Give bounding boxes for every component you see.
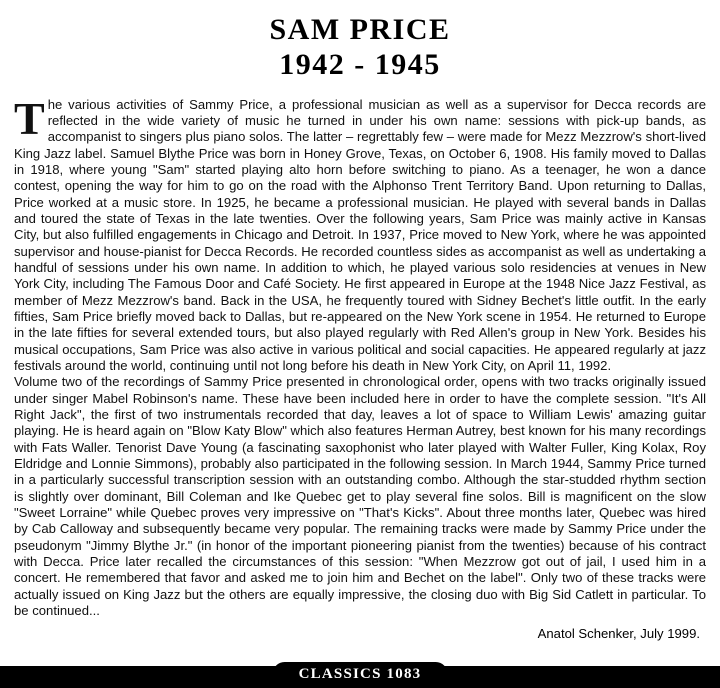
page-title: SAM PRICE bbox=[269, 13, 451, 46]
paragraph-biography-text: he various activities of Sammy Price, a professional musician as well as a supervisor for Decca records are reflected in the wide variety of music he turned in under his own name: sessions with pick-up bands, as accompanist to singers plus piano solos. The latter – regrettably few – were made for Mezz Mezzrow's short-lived King Jazz label. Samuel Blythe Price was born in Honey Grove, Texas, on October 6, 1908. His family moved to Dallas in 1918, where young "Sam" started playing alto horn before switching to piano. As a teenager, he won a dance contest, opening the way for him to go on the road with the Alphonso Trent Territory Band. Upon returning to Dallas, Price worked at a music store. In 1925, he became a professional musician. He played with several bands in Dallas and toured the state of Texas in the late twenties. Over the following years, Sam Price was mainly active in Kansas City, but also fulfilled engagements in Chicago and Detroit. In 1937, Price moved to New York, where he was appointed supervisor and house-pianist for Decca Records. He recorded countless sides as accompanist as well as undertaking a handful of sessions under his own name. In addition to which, he played various solo residencies at venues in New York City, including The Famous Door and Café Society. He first appeared in Europe at the 1948 Nice Jazz Festival, as member of Mezz Mezzrow's band. Back in the USA, he frequently toured with Sidney Bechet's little outfit. In the early fifties, Sam Price briefly moved back to Dallas, but re-appeared on the New York scene in 1954. He returned to Europe in the late fifties for several extended tours, but also played regularly with Red Allen's group in New York. Besides his musical occupations, Sam Price was also active in various political and social capacities. He appeared regularly at jazz festivals around the world, continuing until not long before his death in New York City, on April 11, 1992. bbox=[14, 96, 706, 373]
drop-cap: T bbox=[14, 92, 45, 144]
paragraph-session-notes: Volume two of the recordings of Sammy Price presented in chronological order, opens with two tracks originally issued under singer Mabel Robinson's name. These have been included here in order to have the complete session. "It's All Right Jack", the first of two instrumentals recorded that day, leaves a lot of space to William Lewis' amazing guitar playing. He is heard again on "Blow Katy Blow" which also features Herman Autrey, best known for his many recordings with Fats Waller. Tenorist Dave Young (a fascinating saxophonist who later played with Walter Fuller, King Kolax, Roy Eldridge and Lonnie Simmons), probably also participated in the following session. In March 1944, Sammy Price turned in a particularly successful transcription session with an outstanding combo. Although the star-studded rhythm section is slightly over dominant, Bill Coleman and Ike Quebec get to play several fine solos. Bill is magnificent on the slow "Sweet Lorraine" while Quebec proves very impressive on "That's Kicks". About three months later, Quebec was hired by Cab Calloway and subsequently became very popular. The remaining tracks were made by Sammy Price under the pseudonym "Jimmy Blythe Jr." (in honor of the important pioneering pianist from the twenties) because of his contract with Decca. Price later recalled the circumstances of this session: "When Mezzrow got out of jail, I used him in a concert. He remembered that favor and asked me to join him and Bechet on the label". Only two of these tracks were actually issued on King Jazz but the others are equally impressive, the closing duo with Big Sid Catlett in particular. To be continued... bbox=[14, 374, 706, 619]
liner-notes-body bbox=[14, 92, 706, 620]
paragraph-biography bbox=[14, 92, 706, 375]
catalog-number-badge: CLASSICS 1083 bbox=[273, 662, 448, 688]
footer bbox=[0, 660, 720, 688]
page-subtitle-years: 1942 - 1945 bbox=[279, 47, 441, 81]
author-signature: Anatol Schenker, July 1999. bbox=[537, 625, 700, 641]
title-block bbox=[14, 14, 706, 81]
